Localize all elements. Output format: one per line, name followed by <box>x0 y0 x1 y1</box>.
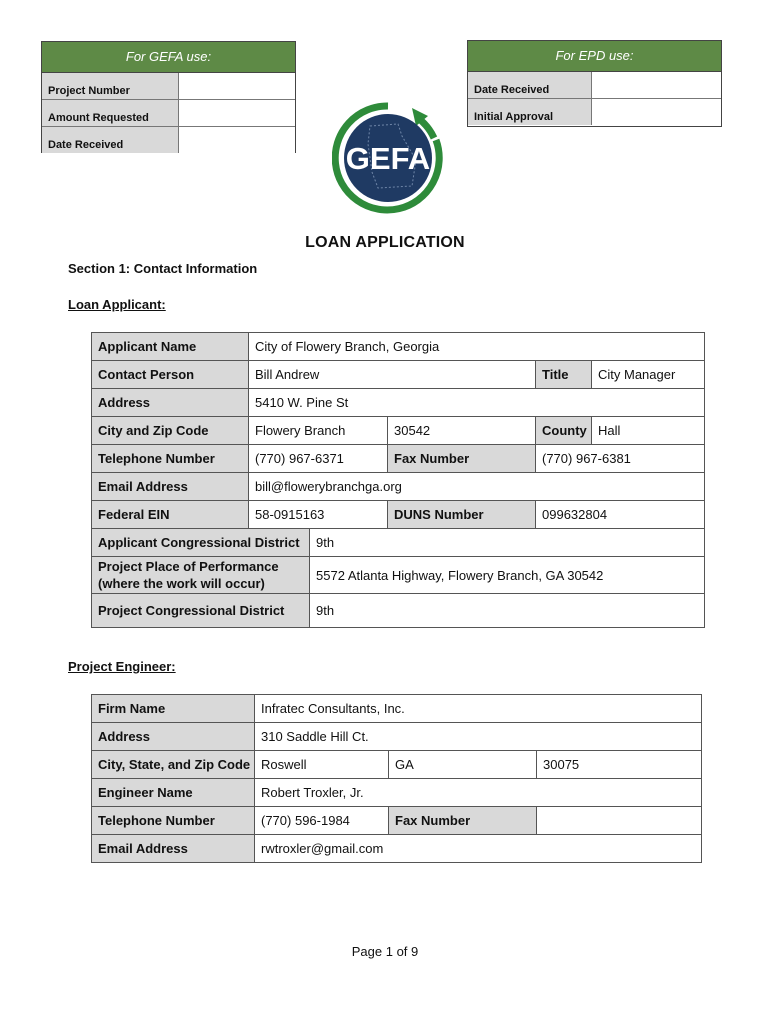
engineer-name-label: Engineer Name <box>92 779 255 807</box>
project-district-value[interactable]: 9th <box>310 594 705 628</box>
applicant-name-row <box>92 333 705 361</box>
epd-date-received-field[interactable] <box>592 72 721 98</box>
gefa-date-received-label: Date Received <box>42 127 179 153</box>
county-value[interactable]: Hall <box>592 417 705 445</box>
place-of-performance-row <box>92 557 705 594</box>
engineer-fax-value[interactable] <box>537 807 702 835</box>
fax-value[interactable]: (770) 967-6381 <box>536 445 705 473</box>
firm-name-value[interactable]: Infratec Consultants, Inc. <box>255 695 702 723</box>
ein-row <box>92 501 705 529</box>
email-value[interactable]: bill@flowerybranchga.org <box>249 473 705 501</box>
contact-person-label: Contact Person <box>92 361 249 389</box>
duns-label: DUNS Number <box>388 501 536 529</box>
place-of-performance-label <box>92 557 310 594</box>
city-zip-row <box>92 417 705 445</box>
engineer-address-label: Address <box>92 723 255 751</box>
engineer-address-value[interactable]: 310 Saddle Hill Ct. <box>255 723 702 751</box>
gefa-amount-requested-field[interactable] <box>179 100 295 126</box>
applicant-district-value[interactable]: 9th <box>310 529 705 557</box>
engineer-name-value[interactable]: Robert Troxler, Jr. <box>255 779 702 807</box>
contact-person-row <box>92 361 705 389</box>
firm-name-label: Firm Name <box>92 695 255 723</box>
epd-use-header: For EPD use: <box>468 41 721 72</box>
engineer-telephone-label: Telephone Number <box>92 807 255 835</box>
epd-initial-approval-label: Initial Approval <box>468 99 592 125</box>
applicant-name-label: Applicant Name <box>92 333 249 361</box>
gefa-use-header: For GEFA use: <box>42 42 295 73</box>
engineer-address-row <box>92 723 702 751</box>
gefa-date-received-field[interactable] <box>179 127 295 153</box>
project-district-row <box>92 594 705 628</box>
telephone-row <box>92 445 705 473</box>
engineer-telephone-row <box>92 807 702 835</box>
email-label: Email Address <box>92 473 249 501</box>
project-engineer-table <box>91 694 702 863</box>
telephone-value[interactable]: (770) 967-6371 <box>249 445 388 473</box>
gefa-logo-text: GEFA <box>345 141 431 176</box>
fax-label: Fax Number <box>388 445 536 473</box>
gefa-project-number-field[interactable] <box>179 73 295 99</box>
engineer-zip-value[interactable]: 30075 <box>537 751 702 779</box>
place-label-line-1: Project Place of Performance <box>98 559 279 574</box>
address-row <box>92 389 705 417</box>
engineer-telephone-value[interactable]: (770) 596-1984 <box>255 807 389 835</box>
epd-initial-approval-field[interactable] <box>592 99 721 125</box>
applicant-district-row <box>92 529 705 557</box>
title-value[interactable]: City Manager <box>592 361 705 389</box>
epd-date-received-label: Date Received <box>468 72 592 98</box>
engineer-city-value[interactable]: Roswell <box>255 751 389 779</box>
gefa-amount-requested-label: Amount Requested <box>42 100 179 126</box>
city-value[interactable]: Flowery Branch <box>249 417 388 445</box>
ein-label: Federal EIN <box>92 501 249 529</box>
gefa-use-box <box>41 41 296 153</box>
project-engineer-heading: Project Engineer: <box>68 659 176 674</box>
applicant-district-label: Applicant Congressional District <box>92 529 310 557</box>
ein-value[interactable]: 58-0915163 <box>249 501 388 529</box>
engineer-name-row <box>92 779 702 807</box>
applicant-name-value[interactable]: City of Flowery Branch, Georgia <box>249 333 705 361</box>
gefa-logo <box>332 102 444 214</box>
contact-person-value[interactable]: Bill Andrew <box>249 361 536 389</box>
gefa-amount-requested-row <box>42 100 295 127</box>
engineer-csz-label: City, State, and Zip Code <box>92 751 255 779</box>
engineer-email-label: Email Address <box>92 835 255 863</box>
gefa-project-number-row <box>42 73 295 100</box>
page-title: LOAN APPLICATION <box>305 234 465 251</box>
email-row <box>92 473 705 501</box>
place-label-line-2: (where the work will occur) <box>98 576 265 591</box>
engineer-email-value[interactable]: rwtroxler@gmail.com <box>255 835 702 863</box>
project-district-label: Project Congressional District <box>92 594 310 628</box>
loan-applicant-table <box>91 332 705 628</box>
engineer-fax-label: Fax Number <box>389 807 537 835</box>
city-zip-label: City and Zip Code <box>92 417 249 445</box>
loan-applicant-heading: Loan Applicant: <box>68 297 166 312</box>
epd-initial-approval-row <box>468 99 721 125</box>
firm-name-row <box>92 695 702 723</box>
place-of-performance-value[interactable]: 5572 Atlanta Highway, Flowery Branch, GA 30542 <box>310 557 705 594</box>
address-label: Address <box>92 389 249 417</box>
engineer-csz-row <box>92 751 702 779</box>
section-1-heading: Section 1: Contact Information <box>68 261 258 276</box>
page-number: Page 1 of 9 <box>351 944 419 959</box>
county-label: County <box>536 417 592 445</box>
engineer-email-row <box>92 835 702 863</box>
duns-value[interactable]: 099632804 <box>536 501 705 529</box>
title-label: Title <box>536 361 592 389</box>
epd-use-box <box>467 40 722 127</box>
epd-date-received-row <box>468 72 721 99</box>
address-value[interactable]: 5410 W. Pine St <box>249 389 705 417</box>
gefa-date-received-row <box>42 127 295 153</box>
telephone-label: Telephone Number <box>92 445 249 473</box>
gefa-project-number-label: Project Number <box>42 73 179 99</box>
zip-value[interactable]: 30542 <box>388 417 536 445</box>
engineer-state-value[interactable]: GA <box>389 751 537 779</box>
